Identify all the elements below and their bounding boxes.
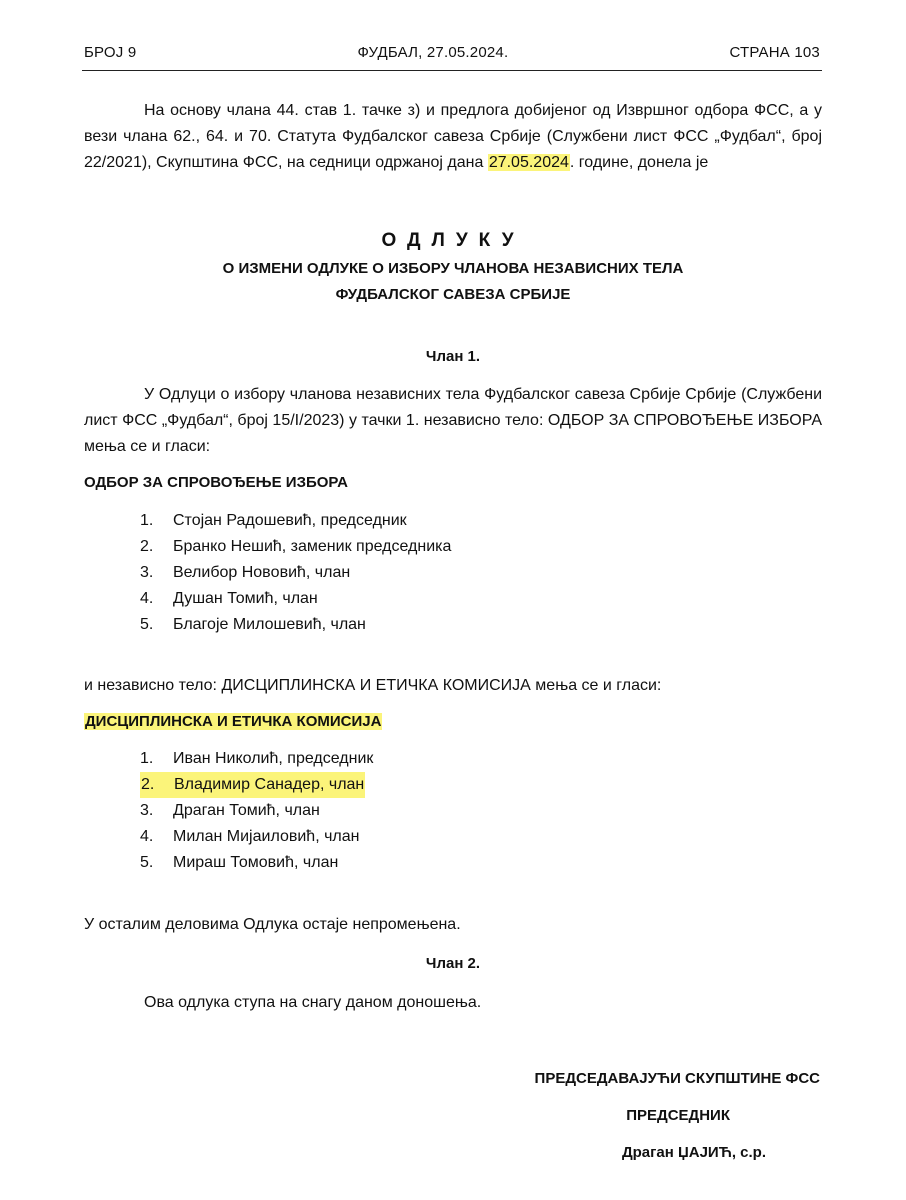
- connector-text: и независно тело: ДИСЦИПЛИНСКА И ЕТИЧКА КОМИСИЈА мења се и гласи:: [84, 677, 662, 694]
- list-item: 3. Велибор Новoвић, члан: [140, 564, 351, 581]
- header-divider: [82, 70, 822, 71]
- publication-date: ФУДБАЛ, 27.05.2024.: [357, 44, 509, 61]
- intro-text-end: . године, донела је: [569, 154, 709, 171]
- article-2-heading: Члан 2.: [425, 955, 481, 972]
- list-item: 5. Мираш Томовић, члан: [140, 854, 339, 871]
- section-election-committee-title: ОДБОР ЗА СПРОВОЂЕЊЕ ИЗБОРА: [84, 474, 348, 491]
- disciplinary-commission-list: [140, 746, 373, 876]
- signature-title: ПРЕДСЕДАВАЈУЋИ СКУПШТИНЕ ФСС: [534, 1070, 820, 1087]
- signature-role: ПРЕДСЕДНИК: [626, 1107, 730, 1124]
- subtitle-line-2: ФУДБАЛСКОГ САВЕЗА СРБИЈЕ: [335, 286, 571, 303]
- issue-number: БРОЈ 9: [84, 44, 137, 61]
- list-item: 3. Драган Томић, члан: [140, 802, 320, 819]
- intro-paragraph: [84, 98, 822, 176]
- election-committee-list: [140, 508, 451, 638]
- page-number: СТРАНА 103: [729, 44, 820, 61]
- list-item: 5. Благоје Милошевић, члан: [140, 616, 366, 633]
- article-1-heading: Члан 1.: [425, 348, 481, 365]
- document-subtitle: [0, 256, 906, 308]
- list-item: 1. Иван Николић, председник: [140, 750, 374, 767]
- article-2-text: Ова одлука ступа на снагу даном доношења.: [144, 994, 482, 1011]
- page-header: [84, 40, 820, 66]
- list-item-highlighted: 2. Владимир Санадер, члан: [140, 772, 373, 798]
- document-title: ОДЛУКУ: [381, 230, 525, 251]
- article-1-text: У Одлуци о избору чланова независних тела Фудбалског савеза Србије Србије (Службени лист ФСС „Фудбал“, број 15/I/2023) у тачки 1. независно тело: ОДБОР ЗА СПРОВОЂЕЊЕ ИЗБОРА мења се и гласи:: [84, 386, 822, 455]
- closing-text: У осталим деловима Одлука остаје непромењена.: [84, 916, 461, 933]
- intro-text-start: На основу члана 44. став 1. тачке з) и предлога добијеног од Извршног одбора ФСС, а у вези члана 62., 64. и 70. Статута Фудбалског савеза Србије (Службени лист ФСС „Фудбал“, број 22/2021), Скупштина ФСС, на седници одржаној дана: [84, 102, 822, 171]
- list-item: 4. Душан Томић, члан: [140, 590, 318, 607]
- section-disciplinary-commission-title: ДИСЦИПЛИНСКА И ЕТИЧКА КОМИСИЈА: [85, 713, 382, 730]
- highlighted-date: 27.05.2024: [488, 154, 569, 171]
- subtitle-line-1: О ИЗМЕНИ ОДЛУКЕ О ИЗБОРУ ЧЛАНОВА НЕЗАВИСНИХ ТЕЛА: [222, 260, 684, 277]
- list-item: 1. Стојан Радошевић, председник: [140, 512, 407, 529]
- signature-name: Драган ЏАЈИЋ, с.р.: [621, 1144, 766, 1161]
- list-item: 2. Бранко Нешић, заменик председника: [140, 538, 452, 555]
- list-item: 4. Милан Мијаиловић, члан: [140, 828, 360, 845]
